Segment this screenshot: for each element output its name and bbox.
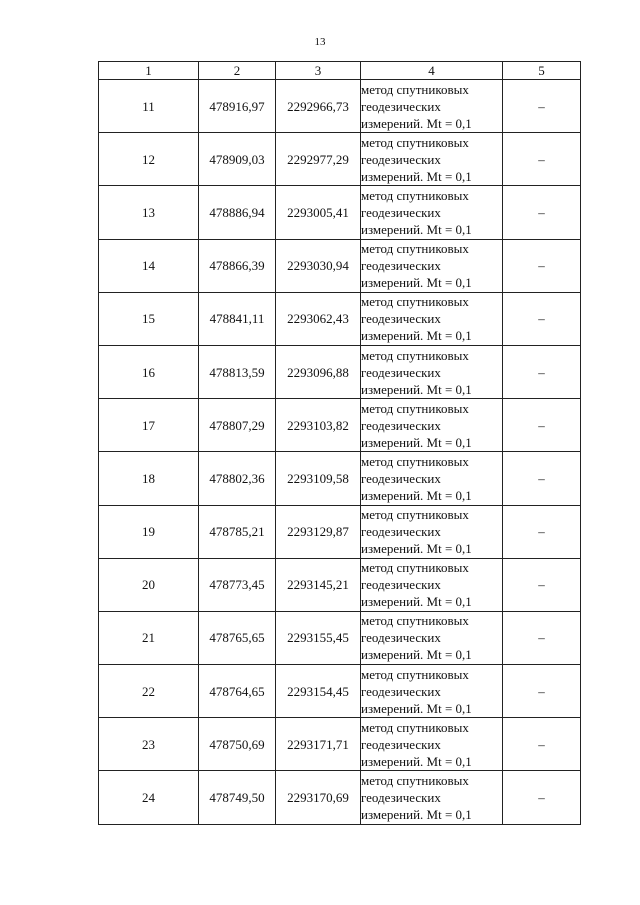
method-line: геодезических: [361, 417, 441, 433]
table-row: [99, 611, 581, 664]
point-number-cell: 21: [99, 611, 199, 664]
point-number-cell: 23: [99, 718, 199, 771]
y-coordinate-cell: 2293145,21: [276, 558, 361, 611]
method-line: геодезических: [361, 364, 441, 380]
table-row: [99, 292, 581, 345]
method-line: метод спутниковых: [361, 453, 469, 469]
method-cell: [361, 505, 503, 558]
point-number-cell: 22: [99, 665, 199, 718]
point-number-cell: 17: [99, 399, 199, 452]
point-number-cell: 11: [99, 80, 199, 133]
table-row: [99, 80, 581, 133]
method-line: измерений. Mt = 0,1: [361, 807, 472, 823]
note-cell: –: [503, 239, 581, 292]
method-line: метод спутниковых: [361, 773, 469, 789]
note-cell: –: [503, 345, 581, 398]
method-cell: [361, 292, 503, 345]
table-row: [99, 345, 581, 398]
note-cell: –: [503, 133, 581, 186]
y-coordinate-cell: 2293129,87: [276, 505, 361, 558]
x-coordinate-cell: 478749,50: [199, 771, 276, 824]
method-line: геодезических: [361, 151, 441, 167]
point-number-cell: 18: [99, 452, 199, 505]
y-coordinate-cell: 2293170,69: [276, 771, 361, 824]
method-line: метод спутниковых: [361, 134, 469, 150]
method-line: геодезических: [361, 204, 441, 220]
x-coordinate-cell: 478764,65: [199, 665, 276, 718]
x-coordinate-cell: 478785,21: [199, 505, 276, 558]
method-line: метод спутниковых: [361, 507, 469, 523]
y-coordinate-cell: 2293103,82: [276, 399, 361, 452]
table-row: [99, 452, 581, 505]
point-number-cell: 14: [99, 239, 199, 292]
column-header: 4: [361, 62, 503, 80]
method-line: измерений. Mt = 0,1: [361, 221, 472, 237]
table-row: [99, 718, 581, 771]
y-coordinate-cell: 2293171,71: [276, 718, 361, 771]
method-line: измерений. Mt = 0,1: [361, 753, 472, 769]
column-header: 1: [99, 62, 199, 80]
note-cell: –: [503, 505, 581, 558]
y-coordinate-cell: 2292966,73: [276, 80, 361, 133]
column-header: 3: [276, 62, 361, 80]
y-coordinate-cell: 2293005,41: [276, 186, 361, 239]
note-cell: –: [503, 771, 581, 824]
note-cell: –: [503, 558, 581, 611]
method-line: геодезических: [361, 524, 441, 540]
method-cell: [361, 80, 503, 133]
note-cell: –: [503, 611, 581, 664]
method-line: геодезических: [361, 630, 441, 646]
method-cell: [361, 665, 503, 718]
note-cell: –: [503, 399, 581, 452]
y-coordinate-cell: 2293096,88: [276, 345, 361, 398]
method-line: метод спутниковых: [361, 400, 469, 416]
point-number-cell: 19: [99, 505, 199, 558]
y-coordinate-cell: 2293154,45: [276, 665, 361, 718]
x-coordinate-cell: 478807,29: [199, 399, 276, 452]
method-line: геодезических: [361, 790, 441, 806]
method-cell: [361, 718, 503, 771]
method-cell: [361, 133, 503, 186]
method-line: измерений. Mt = 0,1: [361, 381, 472, 397]
method-line: измерений. Mt = 0,1: [361, 434, 472, 450]
column-header: 2: [199, 62, 276, 80]
method-line: геодезических: [361, 98, 441, 114]
method-line: измерений. Mt = 0,1: [361, 594, 472, 610]
method-line: измерений. Mt = 0,1: [361, 275, 472, 291]
method-line: метод спутниковых: [361, 666, 469, 682]
method-line: геодезических: [361, 311, 441, 327]
method-cell: [361, 452, 503, 505]
note-cell: –: [503, 452, 581, 505]
table-row: [99, 505, 581, 558]
method-cell: [361, 558, 503, 611]
method-line: геодезических: [361, 683, 441, 699]
y-coordinate-cell: 2293155,45: [276, 611, 361, 664]
table-row: [99, 558, 581, 611]
method-line: метод спутниковых: [361, 719, 469, 735]
table-body: [99, 80, 581, 825]
point-number-cell: 15: [99, 292, 199, 345]
method-line: измерений. Mt = 0,1: [361, 168, 472, 184]
y-coordinate-cell: 2293030,94: [276, 239, 361, 292]
page-number: 13: [314, 36, 326, 48]
coordinates-table: [98, 61, 581, 825]
note-cell: –: [503, 665, 581, 718]
y-coordinate-cell: 2293109,58: [276, 452, 361, 505]
method-line: геодезических: [361, 258, 441, 274]
method-line: измерений. Mt = 0,1: [361, 487, 472, 503]
note-cell: –: [503, 80, 581, 133]
method-line: измерений. Mt = 0,1: [361, 541, 472, 557]
method-cell: [361, 239, 503, 292]
method-line: метод спутниковых: [361, 294, 469, 310]
method-cell: [361, 611, 503, 664]
x-coordinate-cell: 478866,39: [199, 239, 276, 292]
method-cell: [361, 771, 503, 824]
x-coordinate-cell: 478750,69: [199, 718, 276, 771]
method-line: метод спутниковых: [361, 613, 469, 629]
x-coordinate-cell: 478909,03: [199, 133, 276, 186]
method-line: измерений. Mt = 0,1: [361, 647, 472, 663]
note-cell: –: [503, 292, 581, 345]
method-line: измерений. Mt = 0,1: [361, 700, 472, 716]
point-number-cell: 12: [99, 133, 199, 186]
x-coordinate-cell: 478765,65: [199, 611, 276, 664]
column-header: 5: [503, 62, 581, 80]
x-coordinate-cell: 478841,11: [199, 292, 276, 345]
method-cell: [361, 186, 503, 239]
method-line: геодезических: [361, 736, 441, 752]
point-number-cell: 20: [99, 558, 199, 611]
method-line: метод спутниковых: [361, 187, 469, 203]
table-row: [99, 399, 581, 452]
point-number-cell: 24: [99, 771, 199, 824]
x-coordinate-cell: 478916,97: [199, 80, 276, 133]
method-line: геодезических: [361, 577, 441, 593]
note-cell: –: [503, 186, 581, 239]
method-cell: [361, 399, 503, 452]
point-number-cell: 16: [99, 345, 199, 398]
method-line: измерений. Mt = 0,1: [361, 115, 472, 131]
point-number-cell: 13: [99, 186, 199, 239]
x-coordinate-cell: 478773,45: [199, 558, 276, 611]
y-coordinate-cell: 2293062,43: [276, 292, 361, 345]
x-coordinate-cell: 478802,36: [199, 452, 276, 505]
y-coordinate-cell: 2292977,29: [276, 133, 361, 186]
table-row: [99, 133, 581, 186]
table-header-row: [99, 62, 581, 80]
method-cell: [361, 345, 503, 398]
method-line: геодезических: [361, 470, 441, 486]
method-line: метод спутниковых: [361, 347, 469, 363]
method-line: измерений. Mt = 0,1: [361, 328, 472, 344]
table-row: [99, 239, 581, 292]
method-line: метод спутниковых: [361, 241, 469, 257]
note-cell: –: [503, 718, 581, 771]
x-coordinate-cell: 478886,94: [199, 186, 276, 239]
x-coordinate-cell: 478813,59: [199, 345, 276, 398]
table-row: [99, 771, 581, 824]
method-line: метод спутниковых: [361, 81, 469, 97]
table-row: [99, 186, 581, 239]
table-row: [99, 665, 581, 718]
method-line: метод спутниковых: [361, 560, 469, 576]
